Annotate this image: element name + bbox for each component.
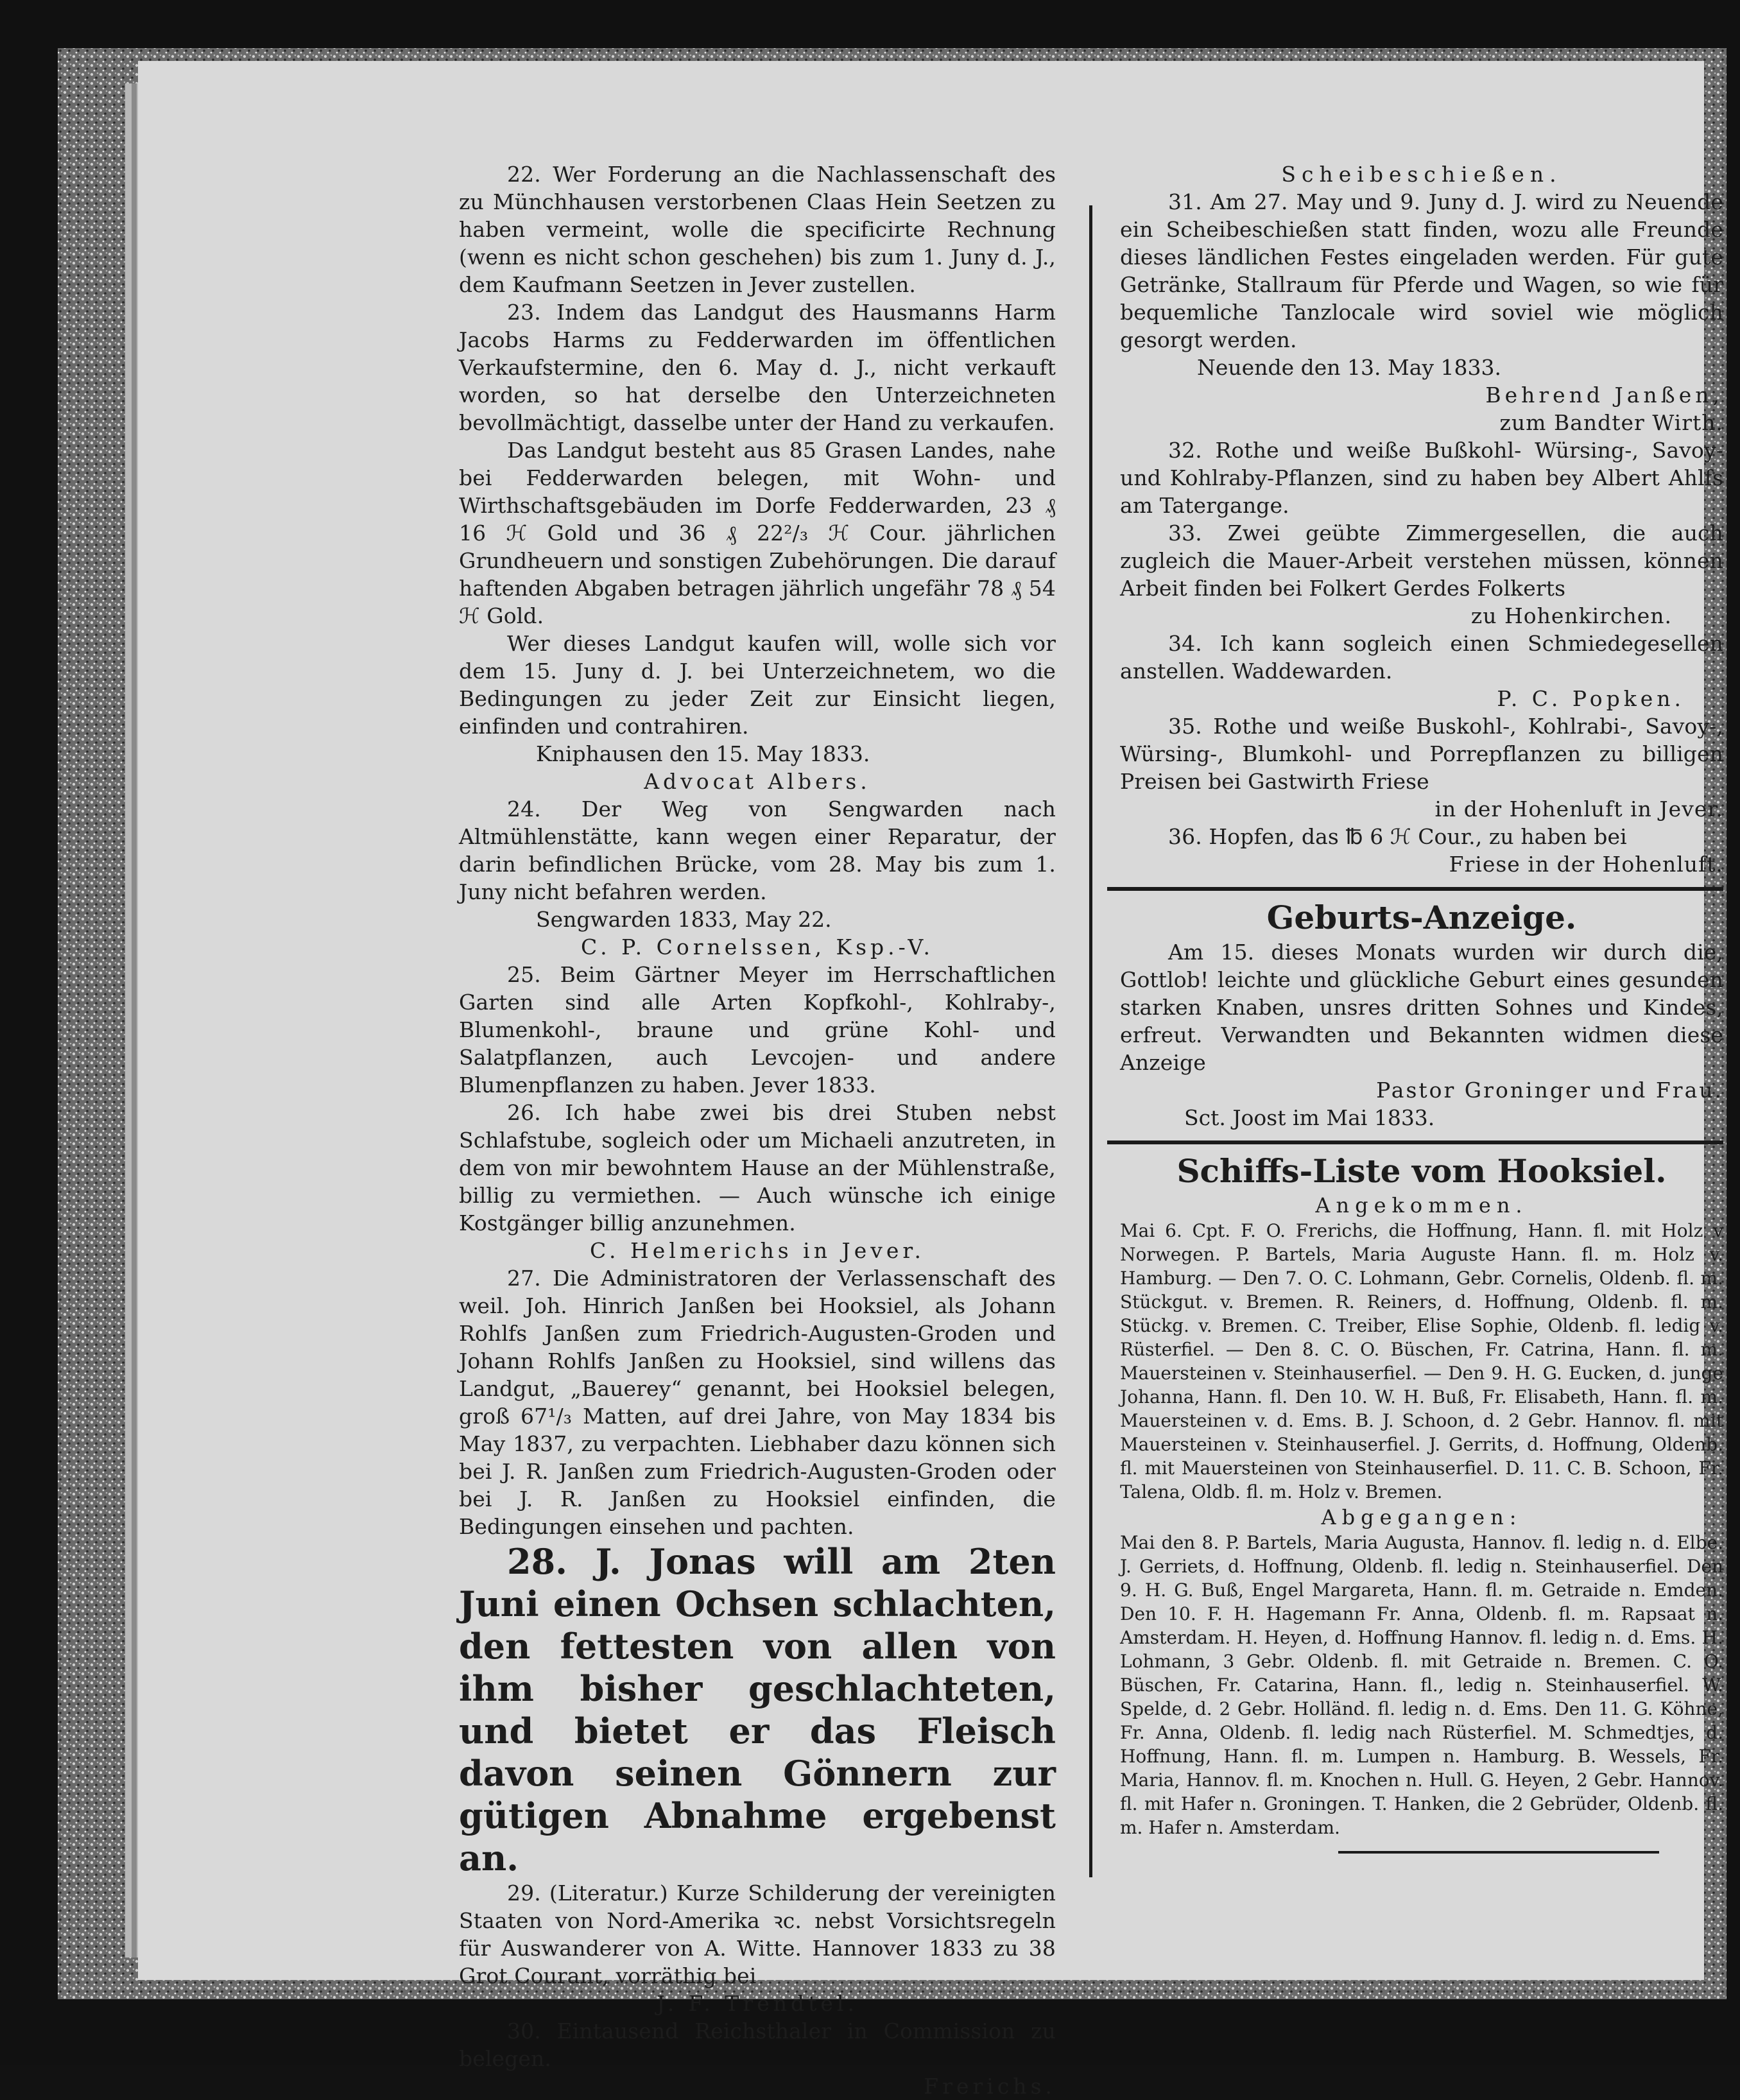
- ad-35-signature: in der Hohenluft in Jever.: [1434, 796, 1723, 822]
- ad-31-signature: Behrend Janßen,: [1485, 383, 1723, 408]
- arrived-heading: Angekommen.: [1315, 1193, 1528, 1218]
- ship-list-title: Schiffs-Liste vom Hooksiel.: [1176, 1152, 1667, 1190]
- departed-ships: Mai den 8. P. Bartels, Maria Augusta, Hannov. fl. ledig n. d. Elbe. J. Gerriets, d. Hoffnung, Oldenb. fl. ledig n. Steinhauserfiel. Den 9. H. G. Buß, Engel Margareta, Hann. fl. m. Getraide n. Emden. Den 10. F. H. Hagemann Fr. Anna, Oldenb. fl. m. Rapsaat n. Amsterdam. H. Heyen, d. Hoffnung Hannov. fl. ledig n. d. Ems. H. Lohmann, 3 Gebr. Oldenb. fl. mit Getraide n. Bremen. C. O. Büschen, Fr. Catarina, Hann. fl., ledig n. Steinhauserfiel. W. Spelde, d. 2 Gebr. Holländ. fl. ledig n. d. Ems. Den 11. G. Köhne, Fr. Anna, Oldenb. fl. ledig nach Rüsterfiel. M. Schmedtjes, d. Hoffnung, Hann. fl. m. Lumpen n. Hamburg. B. Wessels, Fr. Maria, Hannov. fl. m. Knochen n. Hull. G. Heyen, 2 Gebr. Hannov. fl. mit Hafer n. Groningen. T. Hanken, die 2 Gebrüder, Oldenb. fl. m. Hafer n. Amsterdam.: [1120, 1532, 1723, 1838]
- ad-32: 32. Rothe und weiße Bußkohl- Würsing-, Savoy- und Kohlraby-Pflanzen, sind zu haben bey Albert Ahlfs am Tatergange.: [1120, 438, 1723, 518]
- ad-31-signature-line2: zum Bandter Wirth.: [1499, 410, 1723, 435]
- section-rule: [1107, 1140, 1723, 1144]
- ad-23-place-date: Kniphausen den 15. May 1833.: [536, 741, 870, 766]
- ad-23: 23. Indem das Landgut des Hausmanns Harm Jacobs Harms zu Fedderwarden im öffentlichen Verkaufstermine, den 6. May d. J., nicht verkauft worden, so hat derselbe den Unterzeichneten bevollmächtigt, dasselbe unter der Hand zu verkaufen.: [459, 300, 1056, 435]
- birth-announcement-text: Am 15. dieses Monats wurden wir durch die, Gottlob! leichte und glückliche Geburt eines gesunden starken Knaben, unsres dritten Sohnes und Kindes, erfreut. Verwandten und Bekannten widmen diese Anzeige: [1120, 940, 1723, 1075]
- ad-23-signature: Advocat Albers.: [644, 769, 871, 794]
- column-divider: [1089, 205, 1092, 1877]
- ad-27: 27. Die Administratoren der Verlassenschaft des weil. Joh. Hinrich Janßen bei Hooksiel, als Johann Rohlfs Janßen zum Friedrich-Augusten-Groden und Johann Rohlfs Janßen zu Hooksiel, sind willens das Landgut, „Bauerey“ genannt, bei Hooksiel belegen, groß 67¹/₃ Matten, auf drei Jahre, von May 1834 bis May 1837, zu verpachten. Liebhaber dazu können sich bei J. R. Janßen zum Friedrich-Augusten-Groden oder bei J. R. Janßen zu Hooksiel einfinden, die Bedingungen einsehen und pachten.: [459, 1266, 1056, 1539]
- ad-28: 28. J. Jonas will am 2ten Juni einen Ochsen schlachten, den fettesten von allen von ihm bisher geschlachteten, und bietet er das Fleisch davon seinen Gönnern zur gütigen Abnahme ergebenst an.: [459, 1541, 1056, 1879]
- ad-26: 26. Ich habe zwei bis drei Stuben nebst Schlafstube, sogleich oder um Michaeli anzutreten, in dem von mir bewohntem Hause an der Mühlenstraße, billig zu vermiethen. — Auch wünsche ich einige Kostgänger billig anzunehmen.: [459, 1100, 1056, 1235]
- right-column: [1120, 160, 1723, 1854]
- section-rule: [1107, 887, 1723, 891]
- ad-33-signature: zu Hohenkirchen.: [1470, 603, 1672, 628]
- ad-29: 29. (Literatur.) Kurze Schilderung der vereinigten Staaten von Nord-Amerika ꝛc. nebst Vorsichtsregeln für Auswanderer von A. Witte. Hannover 1833 zu 38 Grot Courant, vorräthig bei: [459, 1881, 1056, 1988]
- ad-31: 31. Am 27. May und 9. Juny d. J. wird zu Neuende ein Scheibeschießen statt finden, wozu alle Freunde dieses ländlichen Festes eingeladen werden. Für gute Getränke, Stallraum für Pferde und Wagen, so wie für bequemliche Tanzlocale wird soviel wie möglich gesorgt werden.: [1120, 189, 1723, 352]
- ad-25: 25. Beim Gärtner Meyer im Herrschaftlichen Garten sind alle Arten Kopfkohl-, Kohlraby-, Blumenkohl-, braune und grüne Kohl- und Salatpflanzen, auch Levcojen- und andere Blumenpflanzen zu haben. Jever 1833.: [459, 962, 1056, 1097]
- ad-26-signature: C. Helmerichs in Jever.: [589, 1238, 926, 1263]
- left-column: [459, 160, 1056, 2100]
- ad-31-place-date: Neuende den 13. May 1833.: [1197, 355, 1502, 380]
- ad-36: 36. Hopfen, das ℔ 6 ℋ Cour., zu haben bei: [1168, 824, 1627, 849]
- ad-22: 22. Wer Forderung an die Nachlassenschaft des zu Münchhausen verstorbenen Claas Hein Seetzen zu haben vermeint, wolle die specificirte Rechnung (wenn es nicht schon geschehen) bis zum 1. Juny d. J., dem Kaufmann Seetzen in Jever zustellen.: [459, 162, 1056, 297]
- ad-23-instructions: Wer dieses Landgut kaufen will, wolle sich vor dem 15. Juny d. J. bei Unterzeichnetem, wo die Bedingungen zu jeder Zeit zur Einsicht liegen, einfinden und contrahiren.: [459, 631, 1056, 739]
- departed-heading: Abgegangen:: [1321, 1505, 1522, 1529]
- ad-29-signature: J. F. Trendtel.: [657, 1991, 858, 2016]
- birth-announcement-signature: Pastor Groninger und Frau.: [1376, 1078, 1723, 1103]
- ad-35: 35. Rothe und weiße Buskohl-, Kohlrabi-, Savoy-, Würsing-, Blumkohl- und Porrepflanzen zu billigen Preisen bei Gastwirth Friese: [1120, 714, 1723, 794]
- birth-announcement-place: Sct. Joost im Mai 1833.: [1184, 1105, 1435, 1130]
- ad-23-description: Das Landgut besteht aus 85 Grasen Landes, nahe bei Fedderwarden belegen, mit Wohn- und Wirthschaftsgebäuden im Dorfe Fedderwarden, 23 ₰ 16 ℋ Gold und 36 ₰ 22²/₃ ℋ Cour. jährlichen Grundheuern und sonstigen Zubehörungen. Die darauf haftenden Abgaben betragen jährlich ungefähr 78 ₰ 54 ℋ Gold.: [459, 438, 1056, 628]
- ad-24-place-date: Sengwarden 1833, May 22.: [536, 907, 832, 932]
- heading-scheibeschiessen: Scheibeschießen.: [1281, 162, 1562, 187]
- ad-34-signature: P. C. Popken.: [1497, 686, 1685, 711]
- ad-30-signature: Frerichs.: [924, 2074, 1056, 2099]
- ad-34: 34. Ich kann sogleich einen Schmiedegesellen anstellen. Waddewarden.: [1120, 631, 1723, 684]
- ad-24: 24. Der Weg von Sengwarden nach Altmühlenstätte, kann wegen einer Reparatur, der darin befindlichen Brücke, vom 28. May bis zum 1. Juny nicht befahren werden.: [459, 796, 1056, 904]
- ad-33: 33. Zwei geübte Zimmergesellen, die auch zugleich die Mauer-Arbeit verstehen müssen, können Arbeit finden bei Folkert Gerdes Folkerts: [1120, 521, 1723, 601]
- end-rule: [1338, 1851, 1659, 1854]
- birth-announcement-title: Geburts-Anzeige.: [1266, 899, 1577, 936]
- ad-30: 30. Eintausend Reichsthaler in Commission zu belegen.: [459, 2018, 1056, 2071]
- arrived-ships: Mai 6. Cpt. F. O. Frerichs, die Hoffnung, Hann. fl. mit Holz v Norwegen. P. Bartels, Maria Auguste Hann. fl. m. Holz v. Hamburg. — Den 7. O. C. Lohmann, Gebr. Cornelis, Oldenb. fl. m. Stückgut. v. Bremen. R. Reiners, d. Hoffnung, Oldenb. fl. m. Stückg. v. Bremen. C. Treiber, Elise Sophie, Oldenb. fl. ledig v. Rüsterfiel. — Den 8. C. O. Büschen, Fr. Catrina, Hann. fl. m. Mauersteinen v. Steinhauserfiel. — Den 9. H. G. Eucken, d. junge Johanna, Hann. fl. Den 10. W. H. Buß, Fr. Elisabeth, Hann. fl. m. Mauersteinen v. d. Ems. B. J. Schoon, d. 2 Gebr. Hannov. fl. mit Mauersteinen v. Steinhauserfiel. J. Gerrits, d. Hoffnung, Oldenb. fl. mit Mauersteinen von Steinhauserfiel. D. 11. C. B. Schoon, Fr. Talena, Oldb. fl. m. Holz v. Bremen.: [1120, 1220, 1723, 1502]
- ad-24-signature: C. P. Cornelssen, Ksp.-V.: [581, 934, 934, 960]
- ad-36-signature: Friese in der Hohenluft.: [1449, 852, 1723, 877]
